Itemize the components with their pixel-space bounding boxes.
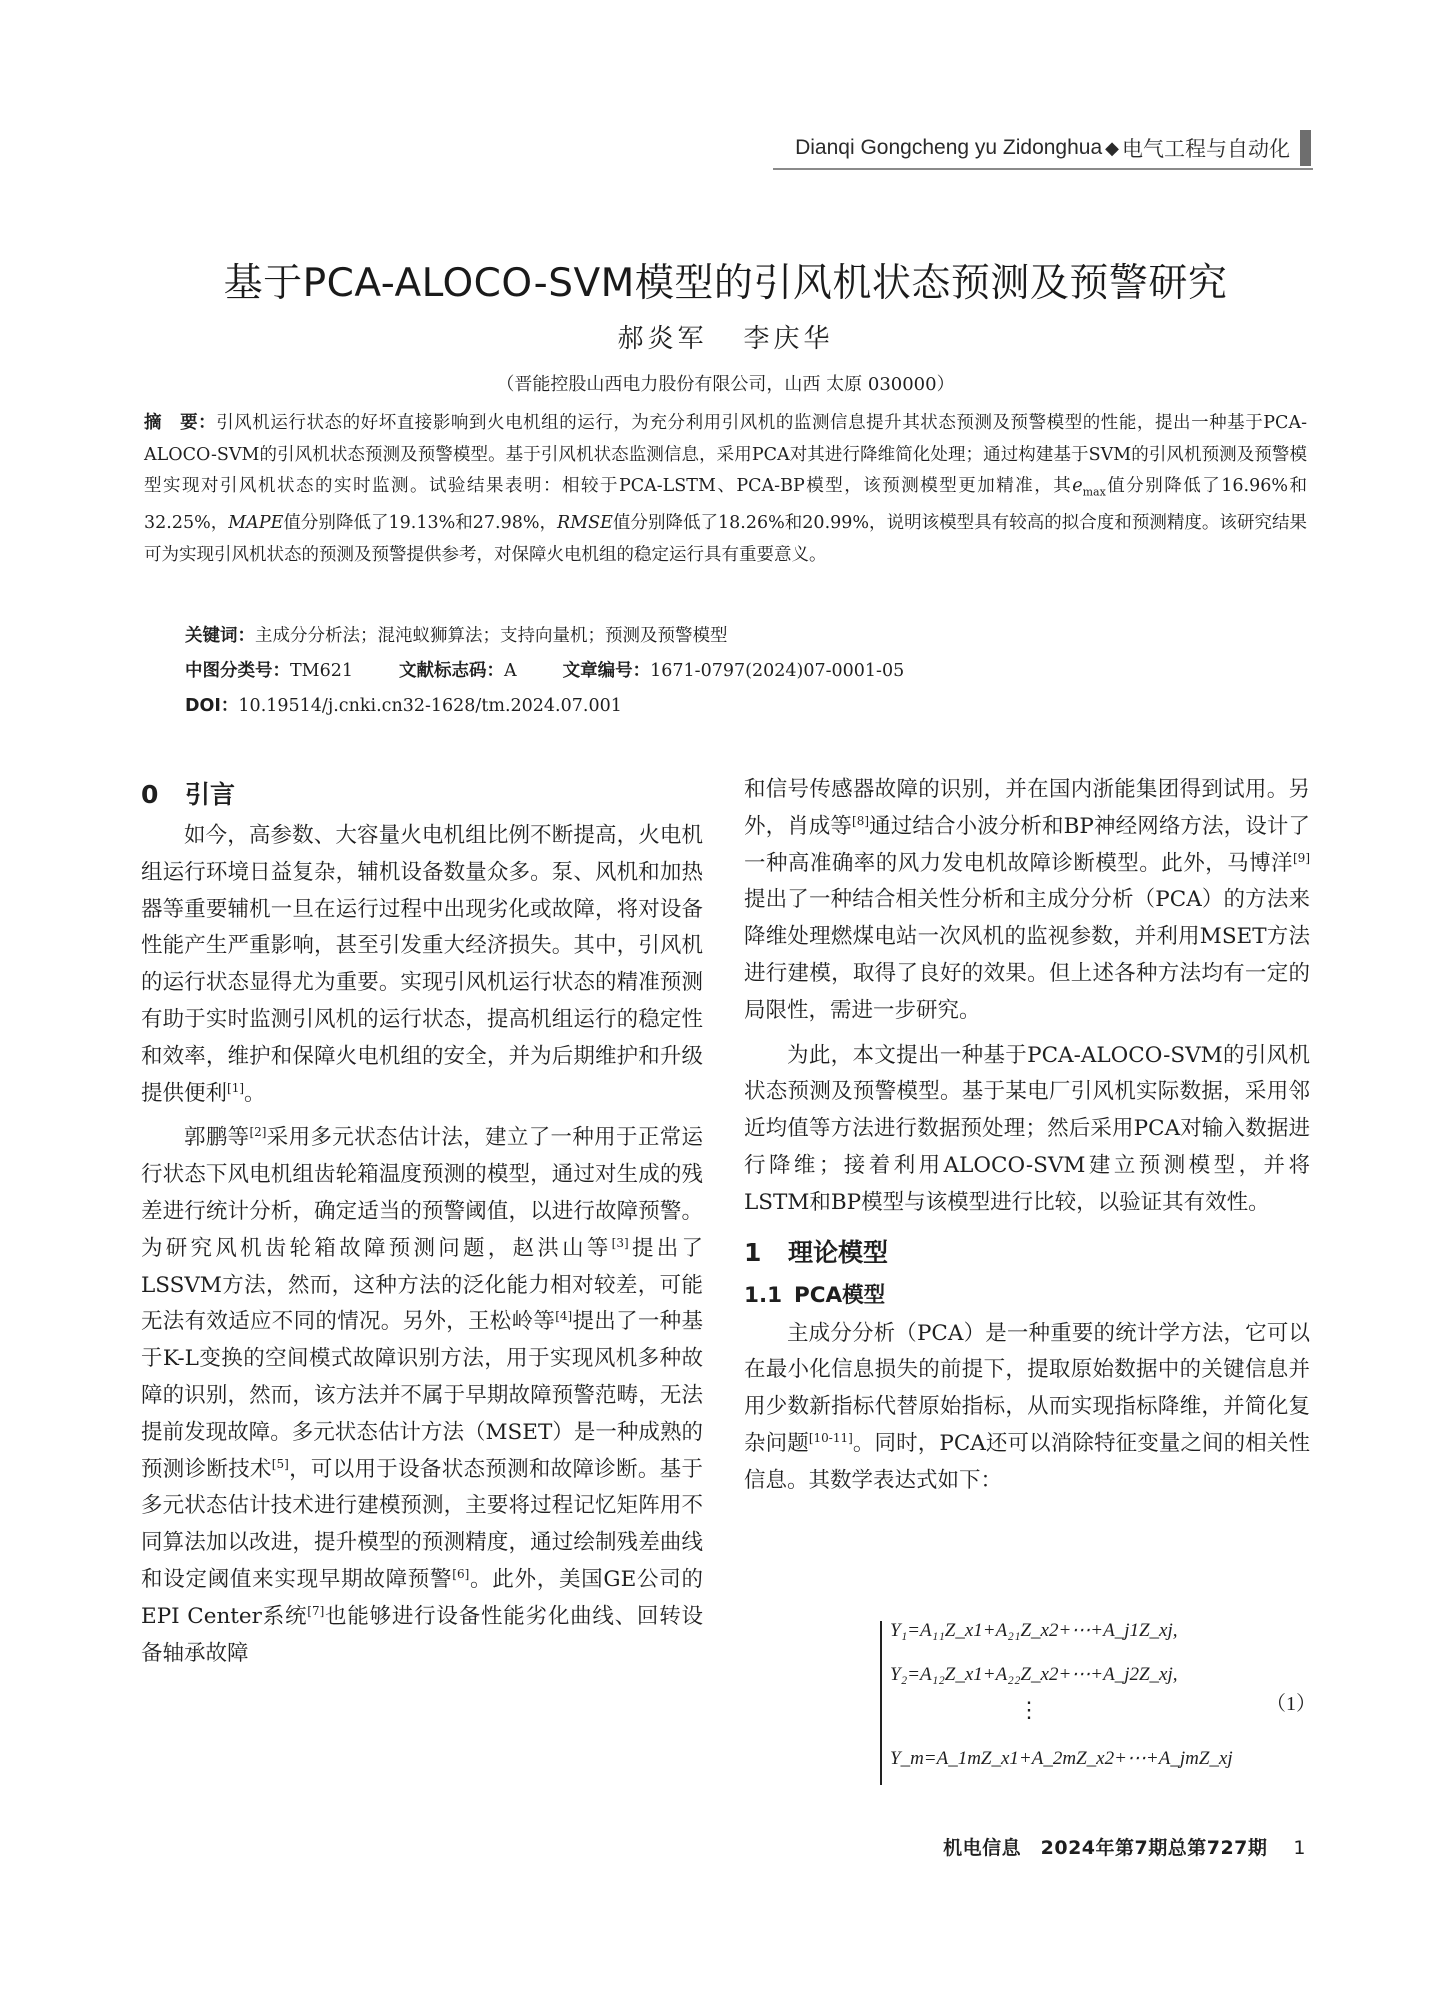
doc-code-label: 文献标志码：: [399, 661, 504, 681]
keywords-text: 主成分分析法；混沌蚁狮算法；支持向量机；预测及预警模型: [255, 626, 728, 646]
citation-3[interactable]: [3]: [611, 1235, 629, 1250]
emax-subscript: max: [1082, 485, 1106, 499]
equation-line-1: Y₁=A₁₁Z_x1+A₂₁Z_x2+⋯+A_j1Z_xj,: [890, 1620, 1178, 1641]
paper-title: 基于PCA-ALOCO-SVM模型的引风机状态预测及预警研究: [223, 261, 1228, 306]
citation-9[interactable]: [9]: [1293, 850, 1310, 865]
doi: [185, 692, 622, 717]
vertical-ellipsis-icon: ⋮: [1018, 1697, 1040, 1722]
abstract: [144, 408, 1307, 571]
equation-number: （1）: [1266, 1693, 1316, 1715]
diamond-icon: ◆: [1105, 137, 1119, 158]
journal-pinyin: Dianqi Gongcheng yu Zidonghua: [795, 136, 1103, 159]
abstract-text-3: 值分别降低了19.13%和27.98%，: [283, 513, 558, 534]
abstract-text-4: 值分别降低了18.26%和20.99%，说明该模型具有较高的拟合度和预测精度。该研究结果可为实现引风机状态的预测及预警提供参考，对保障火电机组的稳定运行具有重要意义。: [144, 513, 1307, 565]
left-column: [141, 772, 703, 1672]
rmse-symbol: RMSE: [557, 513, 613, 534]
intro-paragraph-1: 如今，高参数、大容量火电机组比例不断提高，火电机组运行环境日益复杂，辅机设备数量众多。泵、风机和加热器等重要辅机一旦在运行过程中出现劣化或故障，将对设备性能产生严重影响，甚至引发重大经济损失。其中，引风机的运行状态显得尤为重要。实现引风机运行状态的精准预测有助于实时监测引风机的运行状态，提高机组运行的稳定性和效率，维护和保障火电机组的安全，并为后期维护和升级提供便利[1]。: [141, 823, 703, 1106]
pca-paragraph: 主成分分析（PCA）是一种重要的统计学方法，它可以在最小化信息损失的前提下，提取原始数据中的关键信息并用少数新指标代替原始指标，从而实现指标降维，并简化复杂问题[10-11]。同时，PCA还可以消除特征变量之间的相关性信息。其数学表达式如下：: [744, 1320, 1310, 1493]
section-1-title: 理论模型: [788, 1237, 889, 1267]
equation-1: [880, 1617, 1240, 1792]
article-number-label: 文章编号：: [562, 661, 651, 681]
section-1-heading: [744, 1230, 1310, 1276]
intro-paragraph-2: 郭鹏等[2]采用多元状态估计法，建立了一种用于正常运行状态下风电机组齿轮箱温度预测的模型，通过对生成的残差进行统计分析，确定适当的预警阈值，以进行故障预警。为研究风机齿轮箱故障预测问题，赵洪山等[3]提出了LSSVM方法，然而，这种方法的泛化能力相对较差，可能无法有效适应不同的情况。另外，王松岭等[4]提出了一种基于K-L变换的空间模式故障识别方法，用于实现风机多种故障的识别，然而，该方法并不属于早期故障预警范畴，无法提前发现故障。多元状态估计方法（MSET）是一种成熟的预测诊断技术[5]，可以用于设备状态预测和故障诊断。基于多元状态估计技术进行建模预测，主要将过程记忆矩阵用不同算法加以改进，提升模型的预测精度，通过绘制残差曲线和设定阈值来实现早期故障预警[6]。此外，美国GE公司的EPI Center系统[7]也能够进行设备性能劣化曲线、回转设备轴承故障: [141, 1125, 703, 1666]
abstract-label: 摘 要：: [144, 413, 217, 433]
citation-2[interactable]: [2]: [249, 1125, 267, 1140]
journal-column: 电气工程与自动化: [1122, 138, 1290, 161]
doi-label: DOI：: [185, 696, 239, 716]
mape-symbol: MAPE: [228, 513, 284, 534]
article-number-value: 1671-0797(2024)07-0001-05: [650, 661, 905, 681]
classification-line: [185, 657, 904, 682]
citation-4[interactable]: [4]: [555, 1309, 573, 1324]
header-bar: [1300, 130, 1311, 166]
citation-1[interactable]: [1]: [227, 1080, 245, 1095]
equation-line-3: Y_m=A_1mZ_x1+A_2mZ_x2+⋯+A_jmZ_xj: [890, 1748, 1233, 1769]
affiliation: （晋能控股山西电力股份有限公司，山西 太原 030000）: [496, 374, 955, 395]
doi-link[interactable]: 10.19514/j.cnki.cn32-1628/tm.2024.07.001: [238, 696, 622, 716]
section-1-1-number: 1.1: [744, 1282, 783, 1308]
equation-brace: [880, 1621, 882, 1785]
intro-paragraph-2-continued: 和信号传感器故障的识别，并在国内浙能集团得到试用。另外，肖成等[8]通过结合小波分析和BP神经网络方法，设计了一种高准确率的风力发电机故障诊断模型。此外，马博洋[9]提出了一种结合相关性分析和主成分分析（PCA）的方法来降维处理燃煤电站一次风机的监视参数，并利用MSET方法进行建模，取得了良好的效果。但上述各种方法均有一定的局限性，需进一步研究。: [744, 777, 1310, 1023]
clc-label: 中图分类号：: [185, 661, 290, 681]
section-0-title: 引言: [185, 780, 236, 809]
citation-10-11[interactable]: [10-11]: [808, 1430, 853, 1445]
intro-paragraph-3: 为此，本文提出一种基于PCA-ALOCO-SVM的引风机状态预测及预警模型。基于某电厂引风机实际数据，采用邻近均值等方法进行数据预处理；然后采用PCA对输入数据进行降维；接着利用ALOCO-SVM建立预测模型，并将LSTM和BP模型与该模型进行比较，以验证其有效性。: [744, 1042, 1310, 1215]
equation-line-2: Y₂=A₁₂Z_x1+A₂₂Z_x2+⋯+A_j2Z_xj,: [890, 1664, 1178, 1685]
author-2: 李庆华: [743, 324, 834, 354]
keywords: [185, 622, 728, 647]
keywords-label: 关键词：: [185, 626, 255, 646]
citation-7[interactable]: [7]: [307, 1603, 325, 1618]
header-rule: [773, 168, 1313, 170]
page-number: 1: [1293, 1837, 1306, 1859]
page-footer: [943, 1833, 1306, 1860]
section-1-1-title: PCA模型: [794, 1282, 886, 1308]
author-1: 郝炎军: [617, 324, 708, 354]
emax-symbol: e: [1072, 476, 1083, 497]
citation-5[interactable]: [5]: [271, 1456, 289, 1471]
citation-6[interactable]: [6]: [452, 1566, 470, 1581]
citation-8[interactable]: [8]: [852, 813, 870, 828]
section-0-number: 0: [141, 780, 159, 809]
abstract-text-1: 引风机运行状态的好坏直接影响到火电机组的运行，为充分利用引风机的监测信息提升其状态预测及预警模型的性能，提出一种基于PCA-ALOCO-SVM的引风机状态预测及预警模型。基于引风机状态监测信息，采用PCA对其进行降维简化处理；通过构建基于SVM的引风机预测及预警模型实现对引风机状态的实时监测。试验结果表明：相较于PCA-LSTM、PCA-BP模型，该预测模型更加精准，其: [144, 413, 1307, 497]
doc-code-value: A: [504, 661, 517, 681]
right-column: [744, 772, 1310, 1500]
clc-value: TM621: [290, 661, 353, 681]
running-header: [795, 128, 1311, 168]
section-0-heading: [141, 772, 703, 818]
abstract-text-2: 值分别降低了16.96%和32.25%，: [144, 476, 1307, 534]
section-1-1-heading: [744, 1276, 1310, 1316]
footer-journal-issue: 机电信息 2024年第7期总第727期: [943, 1837, 1268, 1859]
author-list: [0, 318, 1451, 355]
section-1-number: 1: [744, 1237, 762, 1267]
